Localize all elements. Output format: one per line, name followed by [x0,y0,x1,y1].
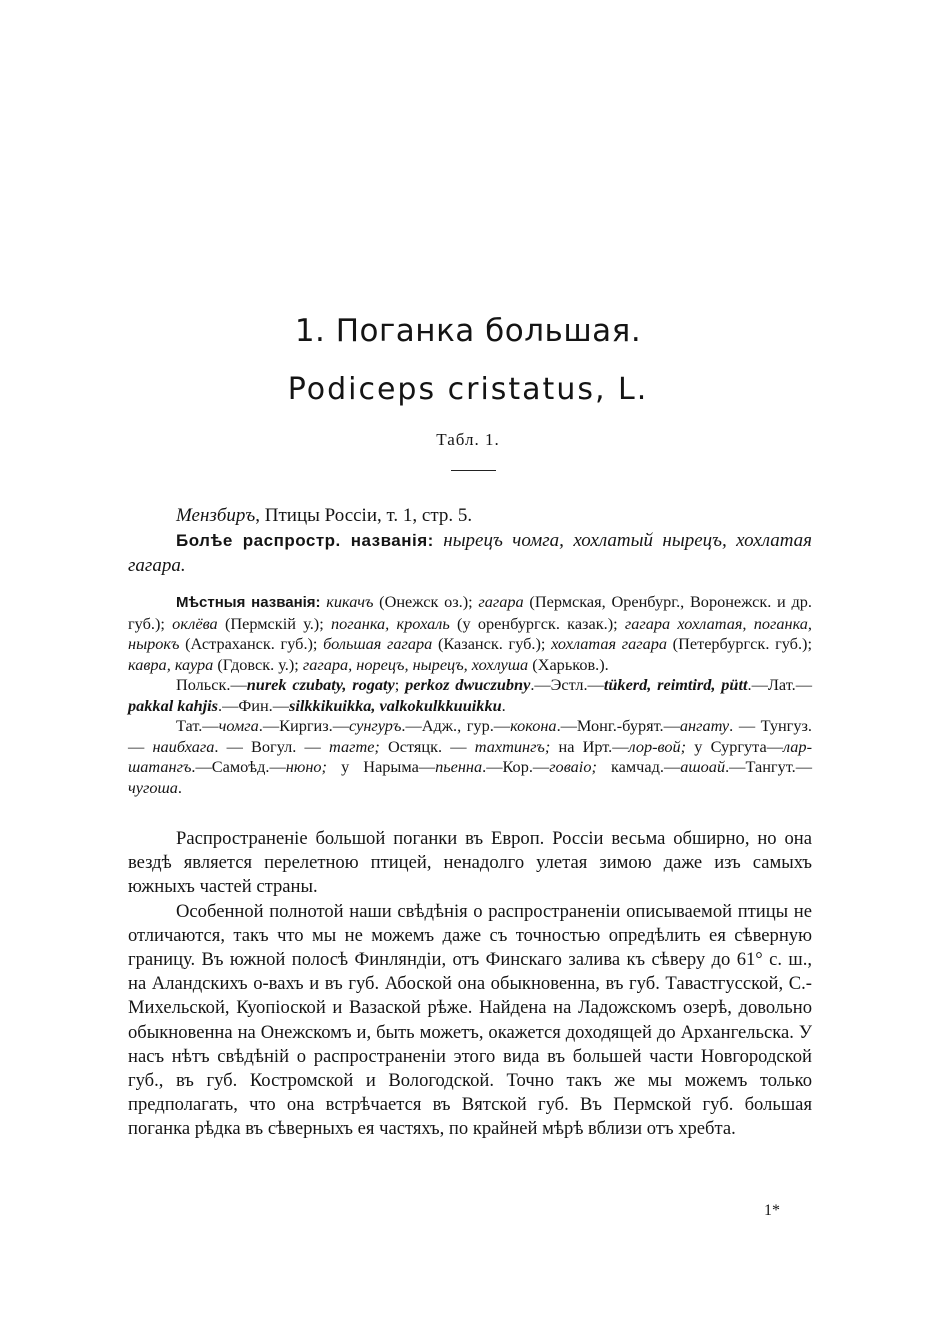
text-run: . [177,777,182,797]
name-term: чугоша [128,777,178,797]
text-run: . — Вогул. — [214,736,329,756]
name-term: гагара, норецъ, нырецъ, хохлуша [302,654,529,674]
text-run: Остяцк. — [379,736,475,756]
name-term: кикачъ [326,592,374,611]
reference-text: , Птицы Россіи, т. 1, стр. 5. [255,505,473,526]
text-run: .—Киргиз.— [258,716,350,735]
text-run: Польск.— [176,675,247,694]
name-term: оклёва [172,613,218,633]
text-run: .—Фин.— [218,695,290,715]
name-term: кавра, каура [128,654,214,674]
text-run: на Ирт.— [550,736,629,756]
text-run: (Харьков.). [528,654,609,674]
name-term: чомга [218,716,259,735]
species-title-latin: Podiceps cristatus, L. [287,372,649,407]
reference-block [128,503,812,578]
text-run: (Петербургск. губ.); [667,634,812,653]
name-term: silkkikuikka, valkokulkkuuikku [289,695,502,715]
text-run: (Астраханск. губ.); [179,634,324,653]
name-term: тагте; [329,736,380,756]
common-names [128,528,812,578]
name-term: поганка, крохаль [330,613,450,633]
name-term: хохлатая гагара [551,634,667,653]
text-run: (Пермскій у.); [217,613,331,633]
name-term: пьенна [435,757,483,776]
name-term: лар-шатангъ [128,736,812,776]
name-term: nurek czubaty, rogaty [246,675,395,694]
text-run: . — Тунгуз. — [128,716,812,756]
text-run: (Пермская, Оренбург., Воронежск. и др. губ.); [128,592,812,633]
name-term: ашоай [680,757,726,776]
text-run: .—Тангут.— [725,757,812,776]
text-run: (у оренбургск. казак.); [449,613,625,633]
name-term: сунгуръ [349,716,402,735]
text-run: ; [394,675,406,694]
name-term: гагара [478,592,524,611]
species-title-russian: 1. Поганка большая. [294,313,642,349]
name-term: тахтингъ; [474,736,551,756]
literature-reference [128,503,812,528]
name-term: tükerd, reimtird, pütt [603,675,748,694]
foreign-names-paragraph [128,675,812,716]
text-run: . [501,695,506,715]
text-run: (Казанск. губ.); [432,634,552,653]
local-names-paragraph [128,592,812,675]
text-run: у Сургута— [686,736,783,756]
page-signature: 1* [764,1202,780,1219]
name-term: наибхага [152,736,215,756]
name-term: лор-вой; [628,736,687,756]
text-run: .—Монг.-бурят.— [556,716,680,735]
text-run: .—Адж., гур.— [401,716,511,735]
common-names-list: нырецъ чомга, хохлатый нырецъ, хохлатая гагара. [128,530,812,576]
name-term: pakkal kahjis [128,695,219,715]
name-term: гагара хохлатая, поганка, нырокъ [128,613,813,653]
plate-reference: Табл. 1. [436,430,500,449]
name-term: perkoz dwuczubny [405,675,531,694]
name-term: ангату [679,716,730,735]
text-run: .—Самоѣд.— [191,757,286,776]
asian-names-paragraph [128,716,812,798]
text-run: (Онежск оз.); [373,592,479,611]
local-names-block [128,592,812,798]
body-text [128,827,812,1142]
text-run: (Гдовск. у.); [213,654,303,674]
name-term: говаіо; [549,757,597,776]
distribution-paragraph-2: Особенной полнотой наши свѣдѣнія о распространеніи описываемой птицы не отличаются, такъ что мы не можемъ даже съ точностью опредѣлить ея сѣверную границу. Въ южной полосѣ Финляндіи, отъ Финскаго залива къ сѣверу до 61° с. ш., на Аландскихъ о-вахъ и въ губ. Абоской она обыкновенна, въ губ. Тавастгусской, С.-Михельской, Куопіоской и Вазаской рѣже. Найдена на Ладожскомъ озерѣ, довольно обыкновенна на Онежскомъ и, быть можетъ, окажется доходящей до Архангельска. У насъ нѣтъ свѣдѣній о распространеніи этого вида въ большей части Новгородской губ., въ губ. Костромской и Вологодской. Точно такъ же мы можемъ только предполагать, что она встрѣчается въ Вятской губ. Въ Пермской губ. большая поганка рѣдка въ сѣверныхъ ея частяхъ, по крайней мѣрѣ вблизи отъ хребта. [128,900,812,1140]
text-run: .—Кор.— [482,757,550,776]
text-run: .—Лат.— [747,675,812,694]
name-term: большая гагара [323,634,433,653]
divider-rule [451,470,496,471]
name-term: кокона [510,716,557,735]
text-run: Тат.— [176,716,219,735]
text-run: у Нарыма— [326,757,436,776]
text-run: .—Эстл.— [530,675,604,694]
distribution-paragraph-1: Распространеніе большой поганки въ Европ. Россіи весьма обширно, но она вездѣ является перелетною птицей, ненадолго улетая зимою даже изъ самыхъ южныхъ частей страны. [128,828,812,898]
common-names-label: Болѣе распростр. названія: [176,531,434,550]
local-names-label: Мѣстныя названія: [176,594,321,611]
text-run: камчад.— [596,757,681,776]
reference-author: Мензбиръ [176,505,256,526]
name-term: нюно; [285,757,327,776]
